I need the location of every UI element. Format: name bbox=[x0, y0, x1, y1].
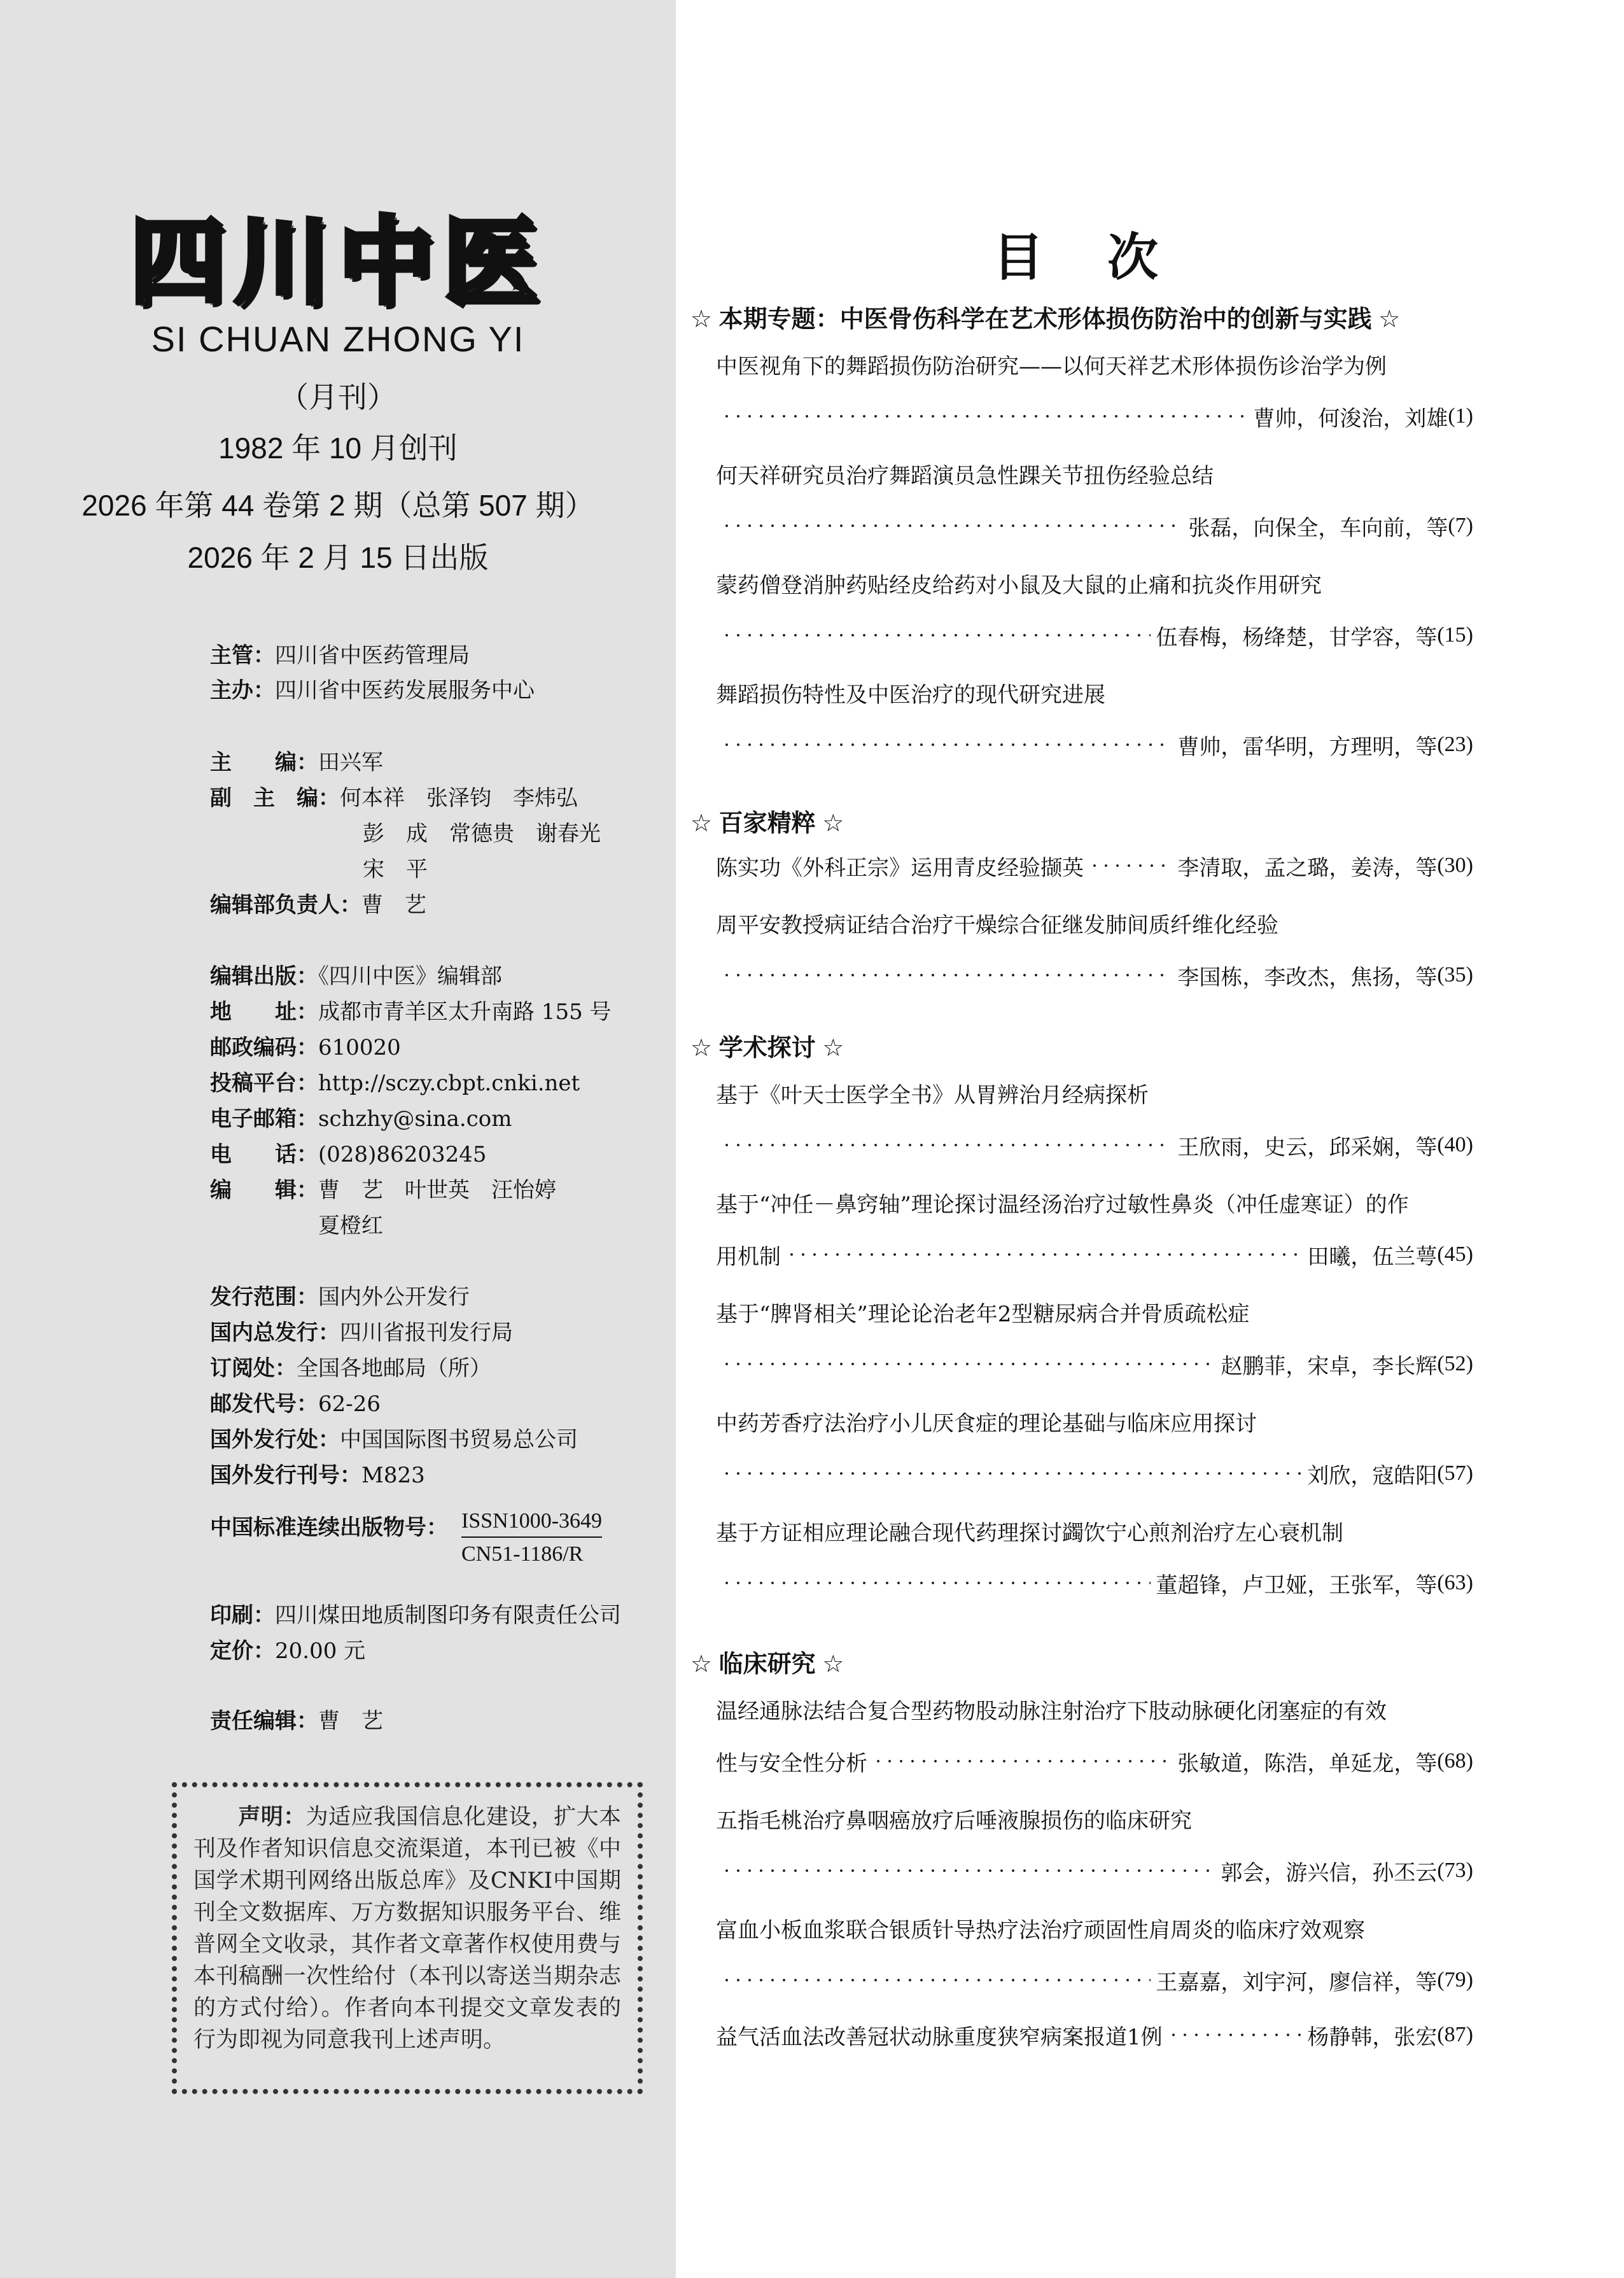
toc-title: 目次 bbox=[993, 228, 1222, 287]
dot-leader bbox=[721, 415, 1248, 418]
toc-entry-page: (40) bbox=[1437, 1133, 1473, 1157]
toc-entry-line[interactable] bbox=[716, 1131, 1473, 1159]
dot-leader bbox=[721, 634, 1151, 636]
dot-leader bbox=[721, 1582, 1151, 1584]
info-domestic-distributor: 国内总发行：四川省报刊发行局 bbox=[210, 1320, 513, 1346]
toc-entry-line[interactable] bbox=[716, 1241, 1473, 1269]
info-dept-head: 编辑部负责人：曹 艺 bbox=[210, 892, 426, 918]
copyright-notice bbox=[172, 1782, 643, 2094]
toc-entry-line[interactable] bbox=[716, 1350, 1473, 1378]
dot-leader bbox=[721, 1472, 1302, 1475]
info-deputy-editors-3: 宋 平 bbox=[363, 857, 428, 882]
toc-entry-title[interactable]: 益气活血法改善冠状动脉重度狭窄病案报道1例 bbox=[716, 2024, 1163, 2050]
star-icon: ☆ bbox=[690, 810, 719, 837]
toc-section-heading bbox=[690, 803, 844, 838]
info-distribution-scope: 发行范围：国内外公开发行 bbox=[210, 1284, 470, 1310]
info-foreign-code: 国外发行刊号：M823 bbox=[210, 1463, 425, 1488]
toc-entry-page: (73) bbox=[1437, 1859, 1473, 1882]
toc-entry-page: (30) bbox=[1437, 854, 1473, 877]
toc-section-heading bbox=[690, 1028, 844, 1063]
info-address: 地 址：成都市青羊区太升南路 155 号 bbox=[210, 999, 612, 1025]
journal-title: 四川中医 bbox=[129, 206, 547, 318]
toc-entry-authors: 杨静韩，张宏 bbox=[1307, 2024, 1438, 2050]
journal-pinyin: SI CHUAN ZHONG YI bbox=[151, 319, 525, 359]
toc-entry-authors: 王欣雨，史云，邱采娴，等 bbox=[1177, 1134, 1438, 1160]
toc-entry-authors: 王嘉嘉，刘宇河，廖信祥，等 bbox=[1156, 1969, 1438, 1995]
toc-entry-authors: 李国栋，李改杰，焦扬，等 bbox=[1177, 964, 1438, 990]
toc-entry-title[interactable]: 用机制 bbox=[716, 1244, 781, 1270]
toc-entry-title[interactable]: 基于方证相应理论融合现代药理探讨蠲饮宁心煎剂治疗左心衰机制 bbox=[716, 1521, 1343, 1546]
dot-leader bbox=[872, 1760, 1172, 1762]
info-responsible-editor: 责任编辑：曹 艺 bbox=[210, 1708, 383, 1734]
info-postal-code: 邮发代号：62-26 bbox=[210, 1391, 381, 1417]
toc-entry-line[interactable] bbox=[716, 1747, 1473, 1775]
toc-entry-page: (52) bbox=[1437, 1352, 1473, 1375]
toc-entry-page: (23) bbox=[1437, 733, 1473, 756]
toc-entry-line[interactable] bbox=[716, 2021, 1473, 2049]
publish-date: 2026 年 2 月 15 日出版 bbox=[187, 541, 489, 574]
toc-entry-authors: 李清取，孟之璐，姜涛，等 bbox=[1177, 855, 1438, 881]
dot-leader bbox=[1089, 864, 1172, 867]
toc-entry-line[interactable] bbox=[716, 621, 1473, 649]
toc-entry-title[interactable]: 舞蹈损伤特性及中医治疗的现代研究进展 bbox=[716, 682, 1105, 708]
toc-entry-authors: 张磊，向保全，车向前，等 bbox=[1188, 515, 1448, 541]
dot-leader bbox=[721, 524, 1183, 527]
star-icon: ☆ bbox=[815, 810, 844, 837]
dot-leader bbox=[721, 974, 1172, 976]
toc-entry-authors: 刘欣，寇皓阳 bbox=[1307, 1463, 1438, 1489]
info-publisher: 编辑出版：《四川中医》编辑部 bbox=[210, 964, 502, 989]
toc-entry-authors: 伍春梅，杨绛楚，甘学容，等 bbox=[1156, 624, 1438, 650]
dot-leader bbox=[721, 1869, 1215, 1872]
toc-entry-line[interactable] bbox=[716, 402, 1473, 430]
toc-entry-title[interactable]: 中医视角下的舞蹈损伤防治研究——以何天祥艺术形体损伤诊治学为例 bbox=[716, 354, 1387, 379]
star-icon: ☆ bbox=[815, 1035, 844, 1062]
toc-entry-authors: 田曦，伍兰萼 bbox=[1307, 1244, 1438, 1270]
toc-entry-page: (68) bbox=[1437, 1749, 1473, 1773]
star-icon: ☆ bbox=[1371, 306, 1401, 333]
toc-entry-title[interactable]: 周平安教授病证结合治疗干燥综合征继发肺间质纤维化经验 bbox=[716, 913, 1278, 938]
toc-entry-title[interactable]: 性与安全性分析 bbox=[716, 1750, 867, 1776]
section-title: 百家精粹 bbox=[718, 810, 816, 837]
info-price: 定价：20.00 元 bbox=[210, 1638, 366, 1664]
info-editors-2: 夏橙红 bbox=[318, 1213, 383, 1239]
notice-label: 声明： bbox=[238, 1804, 306, 1829]
star-icon: ☆ bbox=[690, 1651, 719, 1678]
info-submission: 投稿平台：http://sczy.cbpt.cnki.net bbox=[210, 1071, 580, 1096]
issn-block bbox=[461, 1508, 602, 1567]
toc-entry-title[interactable]: 基于“冲任－鼻窍轴”理论探讨温经汤治疗过敏性鼻炎（冲任虚寒证）的作 bbox=[716, 1192, 1409, 1218]
toc-entry-page: (87) bbox=[1437, 2023, 1473, 2046]
toc-entry-authors: 董超锋，卢卫娅，王张军，等 bbox=[1156, 1572, 1438, 1598]
toc-section-heading bbox=[690, 1644, 844, 1679]
toc-entry-title[interactable]: 基于“脾肾相关”理论论治老年2型糖尿病合并骨质疏松症 bbox=[716, 1302, 1250, 1327]
info-phone: 电 话：(028)86203245 bbox=[210, 1142, 487, 1167]
toc-entry-page: (35) bbox=[1437, 963, 1473, 987]
section-title: 临床研究 bbox=[718, 1651, 816, 1678]
toc-entry-authors: 曹帅，何浚治，刘雄 bbox=[1253, 405, 1448, 432]
toc-section-heading bbox=[690, 299, 1400, 334]
info-printer: 印刷：四川煤田地质制图印务有限责任公司 bbox=[210, 1603, 621, 1628]
toc-entry-page: (7) bbox=[1448, 514, 1473, 537]
dot-leader bbox=[1168, 2034, 1303, 2036]
notice-text: 为适应我国信息化建设，扩大本刊及作者知识信息交流渠道，本刊已被《中国学术期刊网络出版总库》及CNKI中国期刊全文数据库、万方数据知识服务平台、维普网全文收录，其作者文章著作权使用费与本刊稿酬一次性给付（本刊以寄送当期杂志的方式付给）。作者向本刊提交文章发表的行为即视为同意我刊上述声明。 bbox=[193, 1804, 621, 2053]
section-title: 本期专题：中医骨伤科学在艺术形体损伤防治中的创新与实践 bbox=[718, 306, 1372, 333]
toc-entry-title[interactable]: 富血小板血浆联合银质针导热疗法治疗顽固性肩周炎的临床疗效观察 bbox=[716, 1918, 1365, 1943]
toc-entry-page: (1) bbox=[1448, 404, 1473, 428]
info-deputy-editors-2: 彭 成 常德贵 谢春光 bbox=[363, 821, 601, 847]
toc-entry-line[interactable] bbox=[716, 1459, 1473, 1487]
info-serial-label: 中国标准连续出版物号： bbox=[210, 1515, 448, 1540]
toc-entry-line[interactable] bbox=[716, 852, 1473, 880]
info-postcode: 邮政编码：610020 bbox=[210, 1035, 401, 1060]
info-supervisor: 主管：四川省中医药管理局 bbox=[210, 643, 470, 668]
toc-entry-page: (63) bbox=[1437, 1571, 1473, 1594]
star-icon: ☆ bbox=[690, 306, 719, 333]
toc-entry-line[interactable] bbox=[716, 1857, 1473, 1885]
info-subscription: 订阅处：全国各地邮局（所） bbox=[210, 1356, 491, 1381]
issn-number: ISSN1000-3649 bbox=[461, 1508, 602, 1538]
toc-entry-title[interactable]: 陈实功《外科正宗》运用青皮经验撷英 bbox=[716, 855, 1084, 881]
toc-entry-line[interactable] bbox=[716, 961, 1473, 989]
dot-leader bbox=[721, 1363, 1215, 1365]
toc-entry-page: (79) bbox=[1437, 1968, 1473, 1992]
toc-entry-line[interactable] bbox=[716, 1569, 1473, 1597]
info-email: 电子邮箱：schzhy@sina.com bbox=[210, 1106, 512, 1132]
toc-entry-line[interactable] bbox=[716, 731, 1473, 759]
info-editors: 编 辑：曹 艺 叶世英 汪怡婷 bbox=[210, 1178, 556, 1203]
dot-leader bbox=[786, 1253, 1302, 1256]
dot-leader bbox=[721, 1979, 1151, 1981]
cn-number: CN51-1186/R bbox=[461, 1542, 584, 1566]
toc-entry-authors: 郭会，游兴信，孙丕云 bbox=[1221, 1860, 1438, 1886]
toc-entry-title[interactable]: 五指毛桃治疗鼻咽癌放疗后唾液腺损伤的临床研究 bbox=[716, 1808, 1192, 1834]
toc-entry-page: (57) bbox=[1437, 1461, 1473, 1485]
toc-entry-page: (15) bbox=[1437, 623, 1473, 647]
info-sponsor: 主办：四川省中医药发展服务中心 bbox=[210, 678, 535, 703]
toc-entry-authors: 张敏道，陈浩，单延龙，等 bbox=[1177, 1750, 1438, 1776]
info-chief-editor: 主 编：田兴军 bbox=[210, 750, 383, 775]
volume-issue: 2026 年第 44 卷第 2 期（总第 507 期） bbox=[81, 489, 594, 522]
star-icon: ☆ bbox=[690, 1035, 719, 1062]
toc-entry-title[interactable]: 基于《叶天士医学全书》从胃辨治月经病探析 bbox=[716, 1083, 1149, 1108]
toc-entry-page: (45) bbox=[1437, 1242, 1473, 1266]
toc-entry-line[interactable] bbox=[716, 512, 1473, 540]
frequency: （月刊） bbox=[279, 381, 396, 414]
toc-entry-line[interactable] bbox=[716, 1966, 1473, 1994]
info-foreign-distributor: 国外发行处：中国国际图书贸易总公司 bbox=[210, 1427, 578, 1452]
dot-leader bbox=[721, 743, 1172, 746]
section-title: 学术探讨 bbox=[718, 1035, 816, 1062]
founded: 1982 年 10 月创刊 bbox=[218, 432, 458, 465]
toc-entry-title[interactable]: 何天祥研究员治疗舞蹈演员急性踝关节扭伤经验总结 bbox=[716, 463, 1214, 489]
toc-entry-authors: 赵鹏菲，宋卓，李长辉 bbox=[1221, 1353, 1438, 1379]
toc-entry-title[interactable]: 蒙药僧登消肿药贴经皮给药对小鼠及大鼠的止痛和抗炎作用研究 bbox=[716, 573, 1322, 598]
info-deputy-editors: 副 主 编：何本祥 张泽钧 李炜弘 bbox=[210, 785, 578, 811]
toc-entry-title[interactable]: 中药芳香疗法治疗小儿厌食症的理论基础与临床应用探讨 bbox=[716, 1411, 1257, 1437]
star-icon: ☆ bbox=[815, 1651, 844, 1678]
toc-entry-title[interactable]: 温经通脉法结合复合型药物股动脉注射治疗下肢动脉硬化闭塞症的有效 bbox=[716, 1699, 1387, 1724]
toc-entry-authors: 曹帅，雷华明，方理明，等 bbox=[1177, 734, 1438, 760]
masthead-panel bbox=[0, 0, 676, 2278]
dot-leader bbox=[721, 1144, 1172, 1146]
